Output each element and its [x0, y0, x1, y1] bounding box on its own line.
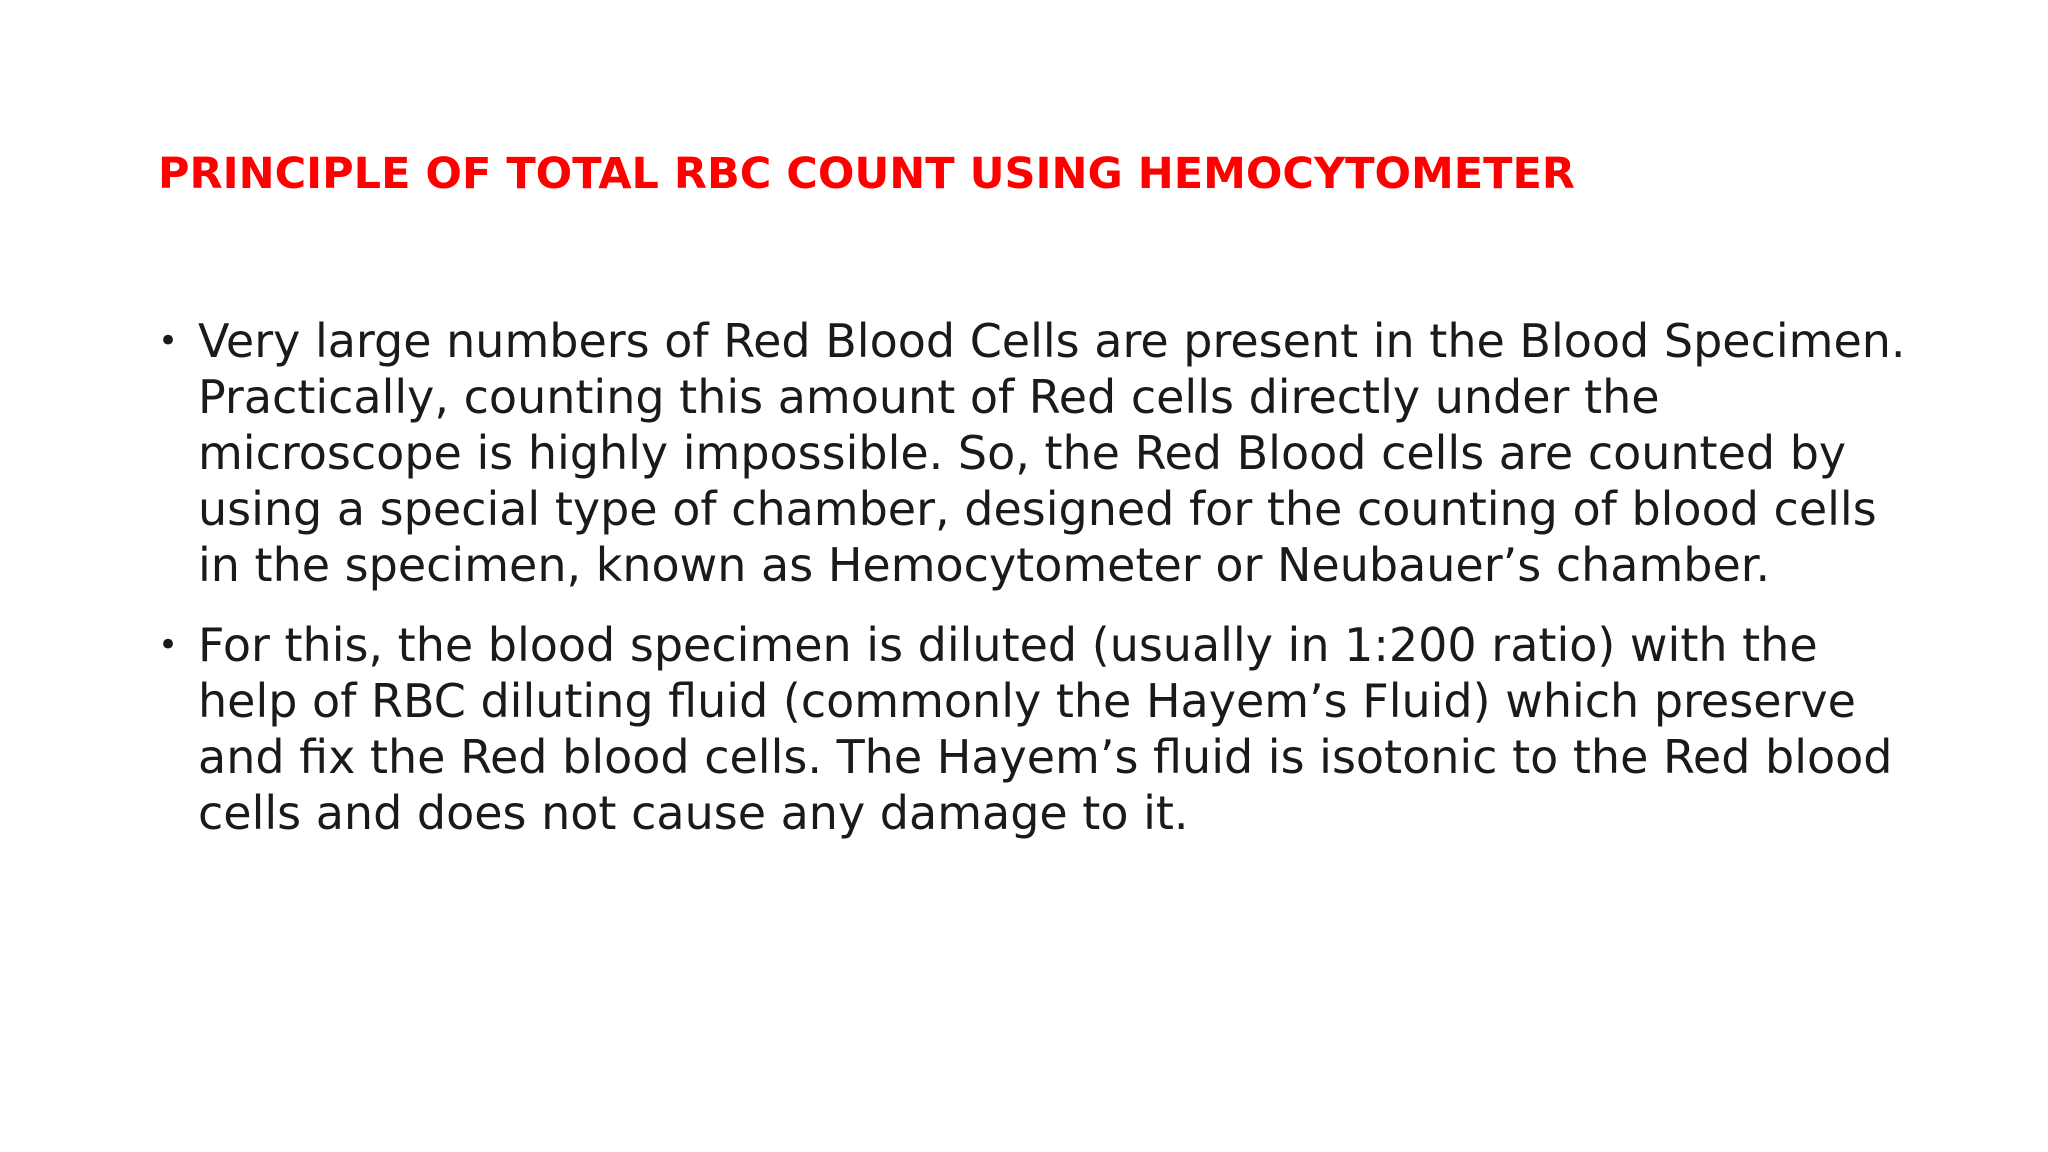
bullet-item	[158, 313, 1918, 593]
bullet-item	[158, 617, 1918, 841]
bullet-icon: •	[158, 321, 179, 361]
slide-title: PRINCIPLE OF TOTAL RBC COUNT USING HEMOCYTOMETER	[158, 149, 1575, 199]
bullet-icon: •	[158, 625, 179, 665]
bullet-list	[158, 313, 1918, 865]
bullet-text: Very large numbers of Red Blood Cells are present in the Blood Specimen. Practically, counting this amount of Red cells directly under the microscope is highly impossible. So, the Red Blood cells are counted by using a special type of chamber, designed for the counting of blood cells in the specimen, known as Hemocytometer or Neubauer’s chamber.	[198, 314, 1906, 592]
bullet-text: For this, the blood specimen is diluted (usually in 1:200 ratio) with the help of RBC diluting fluid (commonly the Hayem’s Fluid) which preserve and fix the Red blood cells. The Hayem’s fluid is isotonic to the Red blood cells and does not cause any damage to it.	[198, 618, 1893, 840]
